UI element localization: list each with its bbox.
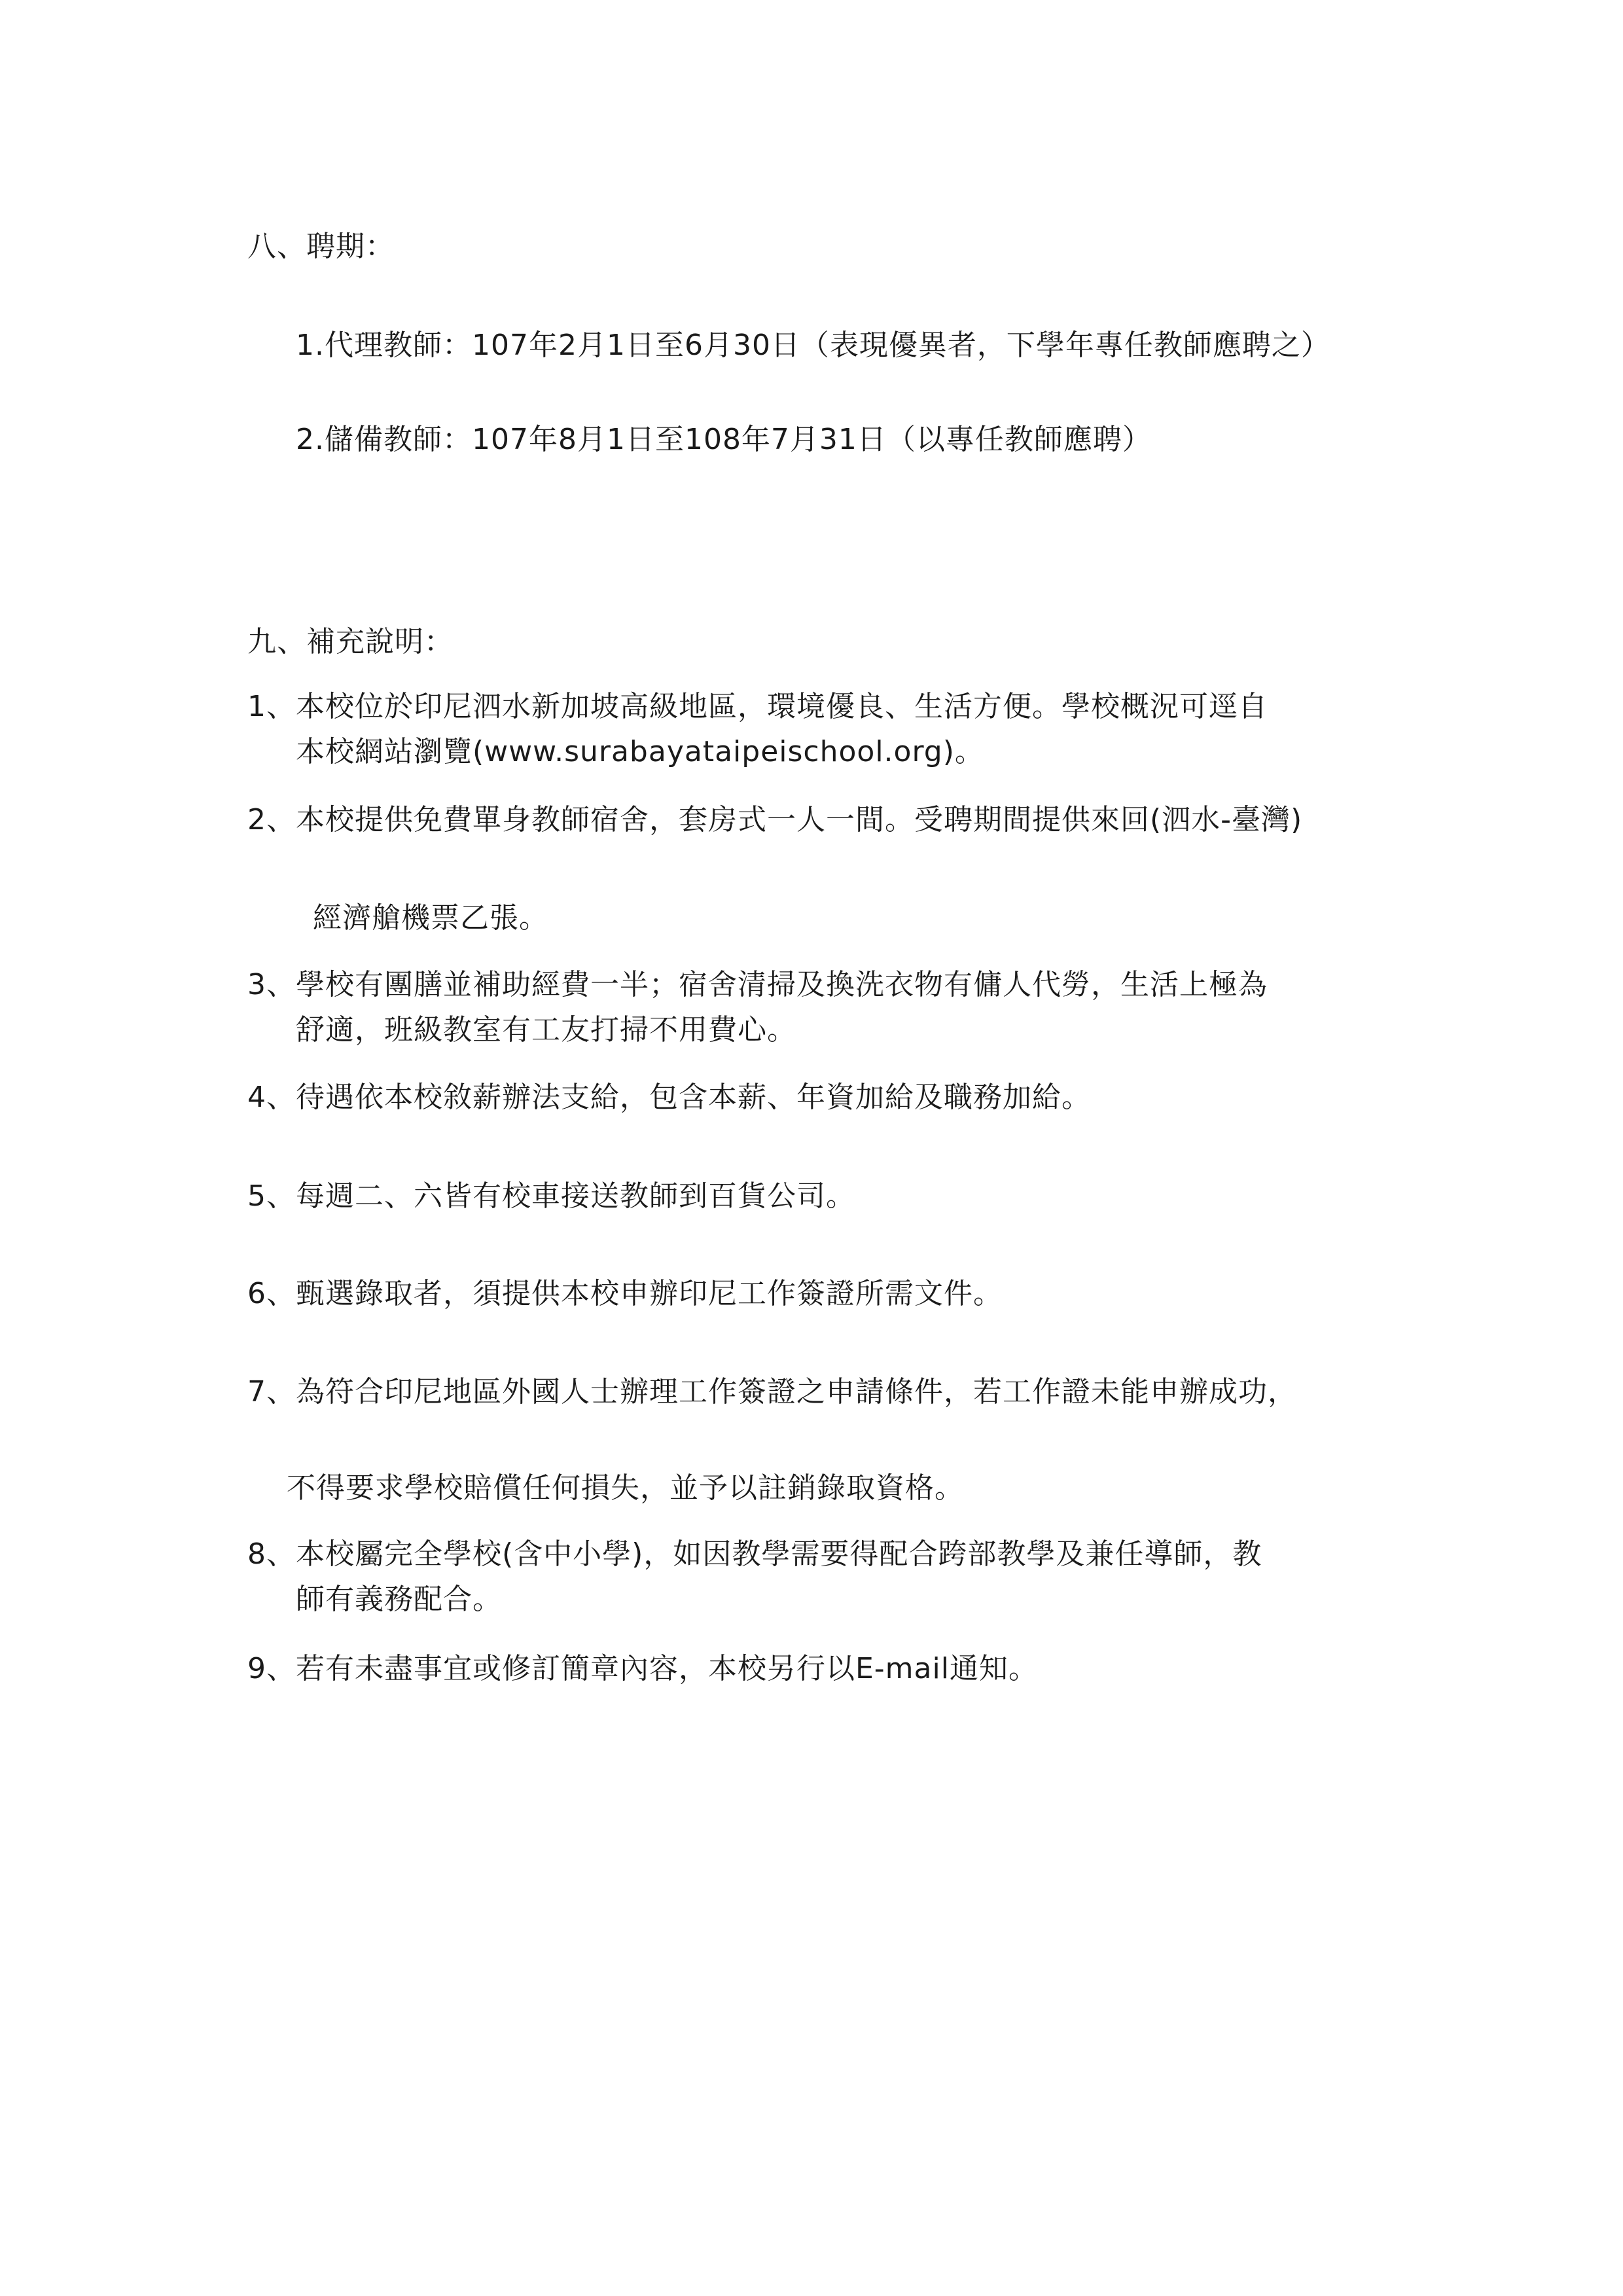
note-1-line-2: 本校網站瀏覽(www.surabayataipeischool.org)。 bbox=[296, 735, 984, 768]
section-8-item-1: 1.代理教師：107年2月1日至6月30日（表現優異者，下學年專任教師應聘之） bbox=[296, 329, 1330, 362]
section-8-item-2: 2.儲備教師：107年8月1日至108年7月31日（以專任教師應聘） bbox=[296, 423, 1152, 456]
note-7-line-1: 7、為符合印尼地區外國人士辦理工作簽證之申請條件，若工作證未能申辦成功， bbox=[247, 1375, 1297, 1408]
note-8-line-2: 師有義務配合。 bbox=[296, 1583, 502, 1616]
note-6: 6、甄選錄取者，須提供本校申辦印尼工作簽證所需文件。 bbox=[247, 1277, 1003, 1310]
note-9: 9、若有未盡事宜或修訂簡章內容，本校另行以E-mail通知。 bbox=[247, 1652, 1038, 1685]
note-2-line-2: 經濟艙機票乙張。 bbox=[313, 901, 548, 935]
note-1-line-1: 1、本校位於印尼泗水新加坡高級地區，環境優良、生活方便。學校概況可逕自 bbox=[247, 690, 1268, 723]
section-8-heading: 八、聘期： bbox=[247, 230, 395, 263]
note-4: 4、待遇依本校敘薪辦法支給，包含本薪、年資加給及職務加給。 bbox=[247, 1081, 1091, 1114]
note-3-line-2: 舒適，班級教室有工友打掃不用費心。 bbox=[296, 1013, 796, 1047]
section-9-heading: 九、補充說明： bbox=[247, 625, 454, 658]
note-5: 5、每週二、六皆有校車接送教師到百貨公司。 bbox=[247, 1179, 855, 1213]
note-3-line-1: 3、學校有團膳並補助經費一半；宿舍清掃及換洗衣物有傭人代勞，生活上極為 bbox=[247, 968, 1268, 1001]
note-8-line-1: 8、本校屬完全學校(含中小學)，如因教學需要得配合跨部教學及兼任導師，教 bbox=[247, 1537, 1262, 1571]
note-2-line-1: 2、本校提供免費單身教師宿舍，套房式一人一間。受聘期間提供來回(泗水-臺灣) bbox=[247, 803, 1303, 836]
note-7-line-2: 不得要求學校賠償任何損失，並予以註銷錄取資格。 bbox=[287, 1471, 964, 1505]
